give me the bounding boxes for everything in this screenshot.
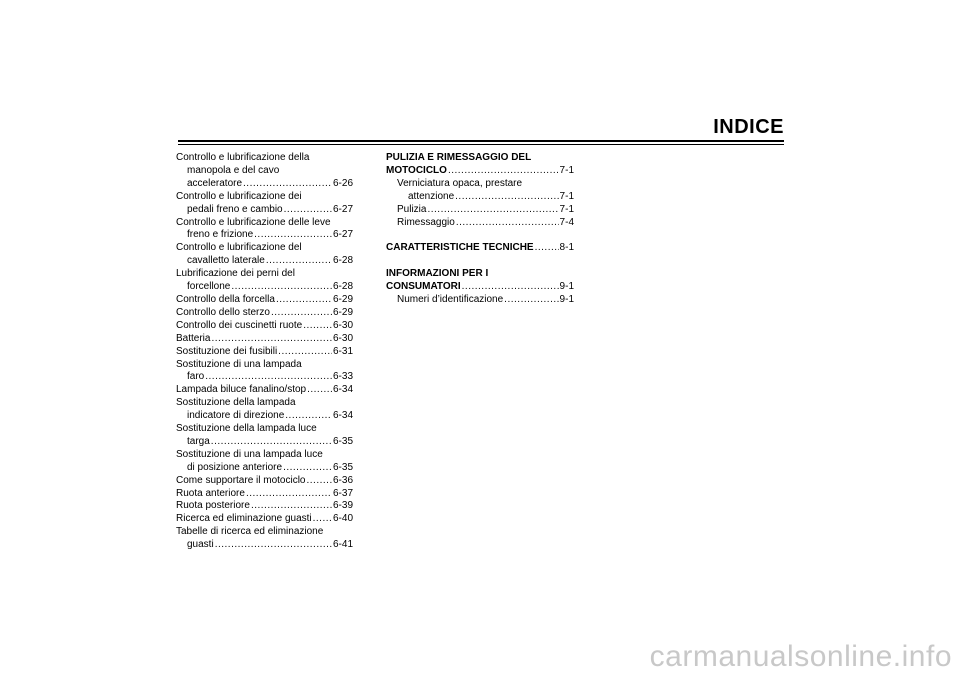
page-number: 7-1 (559, 190, 574, 202)
toc-entry[interactable]: Ruota posteriore ..... 6-39 (176, 500, 353, 513)
page-number: 6-28 (332, 281, 353, 293)
toc-entry[interactable]: Come supportare il motociclo ..... 6-36 (176, 475, 353, 488)
watermark: carmanualsonline.info (649, 640, 952, 673)
section-title: PULIZIA E RIMESSAGGIO DEL (386, 152, 532, 163)
page-number: 7-1 (559, 203, 574, 215)
page-number: 6-39 (332, 500, 353, 512)
toc-section[interactable] (386, 242, 574, 255)
page-number: 6-41 (332, 539, 353, 551)
page-number: 9-1 (559, 281, 574, 293)
toc-entry[interactable]: Controllo e lubrificazione delle leve freno e frizione ..... 6-27 (176, 217, 353, 243)
page-number: 6-35 (332, 435, 353, 447)
toc-entry[interactable]: Sostituzione di una lampada faro ..... 6-33 (176, 359, 353, 385)
toc-entry[interactable]: Lampada biluce fanalino/stop ..... 6-34 (176, 384, 353, 397)
page-number: 6-34 (332, 384, 353, 396)
toc-entry[interactable]: Controllo dei cuscinetti ruote ..... 6-30 (176, 320, 353, 333)
toc-entry[interactable]: Lubrificazione dei perni del forcellone ..... 6-28 (176, 268, 353, 294)
toc-section[interactable]: INFORMAZIONI PER I CONSUMATORI ..... 9-1 (386, 268, 574, 294)
toc-column-left (176, 152, 353, 552)
page-number: 6-35 (332, 461, 353, 473)
toc-entry[interactable]: Controllo e lubrificazione della manopola e del cavo acceleratore ..... 6-26 (176, 152, 353, 191)
page-number: 6-30 (332, 319, 353, 331)
toc-entry[interactable]: Controllo e lubrificazione del cavalletto laterale ..... 6-28 (176, 242, 353, 268)
page-number: 6-29 (332, 306, 353, 318)
toc-section[interactable]: PULIZIA E RIMESSAGGIO DEL MOTOCICLO ..... 7-1 (386, 152, 574, 178)
page-number: 7-1 (559, 164, 574, 176)
header-rule-thin (178, 144, 784, 145)
page-number: 6-37 (332, 487, 353, 499)
page-title: INDICE (713, 116, 784, 138)
section-title: CARATTERISTICHE TECNICHE (386, 242, 534, 254)
page-number: 6-40 (332, 513, 353, 525)
page-number: 6-27 (332, 229, 353, 241)
toc-entry[interactable]: Numeri d’identificazione ..... 9-1 (386, 294, 574, 307)
page-number: 6-36 (332, 474, 353, 486)
toc-entry[interactable]: Controllo della forcella ..... 6-29 (176, 294, 353, 307)
page-number: 8-1 (559, 242, 574, 254)
page-number: 6-29 (332, 293, 353, 305)
toc-entry[interactable]: Batteria ..... 6-30 (176, 333, 353, 346)
page-number: 6-30 (332, 332, 353, 344)
toc-entry[interactable]: Controllo e lubrificazione dei pedali freno e cambio ..... 6-27 (176, 191, 353, 217)
page-number: 6-31 (332, 345, 353, 357)
page-number: 6-34 (332, 410, 353, 422)
toc-column-right (386, 152, 574, 307)
toc-entry[interactable]: Ruota anteriore ..... 6-37 (176, 488, 353, 501)
toc-entry[interactable]: Pulizia ..... 7-1 (386, 204, 574, 217)
toc-entry[interactable]: Rimessaggio ..... 7-4 (386, 217, 574, 230)
section-title: INFORMAZIONI PER I (386, 268, 489, 280)
toc-entry[interactable]: Controllo dello sterzo ..... 6-29 (176, 307, 353, 320)
toc-entry[interactable]: Tabelle di ricerca ed eliminazione guasti ..... 6-41 (176, 526, 353, 552)
header-rule (178, 140, 784, 142)
toc-entry[interactable]: Sostituzione della lampada luce targa ..... 6-35 (176, 423, 353, 449)
page-number: 6-27 (332, 203, 353, 215)
toc-entry[interactable]: Ricerca ed eliminazione guasti ..... 6-40 (176, 513, 353, 526)
page-number: 6-28 (332, 255, 353, 267)
toc-entry[interactable]: Verniciatura opaca, prestare attenzione ..... 7-1 (386, 178, 574, 204)
page-number: 9-1 (559, 293, 574, 305)
toc-entry[interactable]: Sostituzione di una lampada luce di posizione anteriore ..... 6-35 (176, 449, 353, 475)
page-number: 6-26 (332, 177, 353, 189)
page-number: 7-4 (559, 216, 574, 228)
page-number: 6-33 (332, 371, 353, 383)
toc-entry[interactable]: Sostituzione della lampada indicatore di direzione ..... 6-34 (176, 397, 353, 423)
toc-entry[interactable]: Sostituzione dei fusibili ..... 6-31 (176, 346, 353, 359)
